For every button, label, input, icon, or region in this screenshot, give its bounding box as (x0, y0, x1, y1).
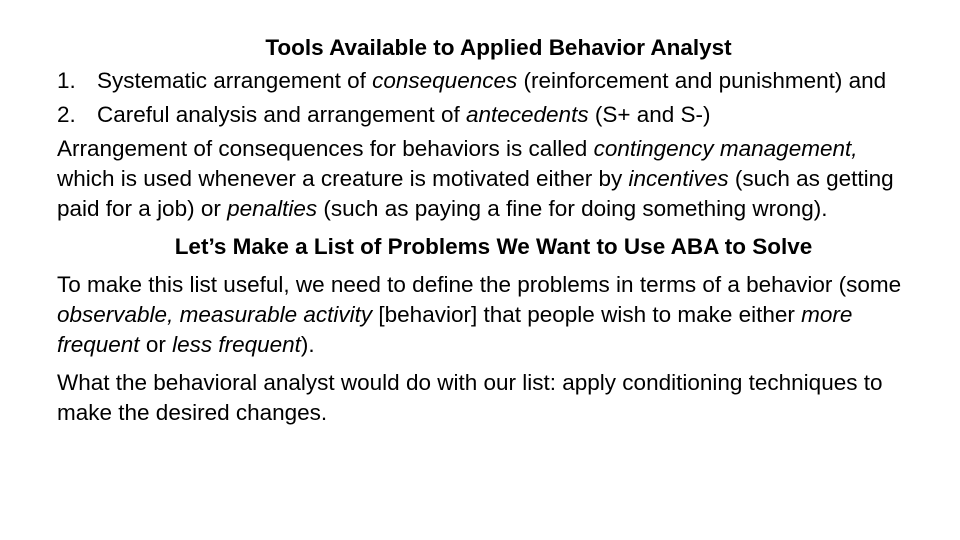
list-item (57, 66, 920, 96)
list-item-text-part: (S+ and S-) (588, 102, 711, 127)
emphasis-text: more frequent (57, 302, 853, 357)
emphasis-text: penalties (227, 196, 318, 221)
list-item (57, 100, 920, 130)
definition-paragraph (57, 270, 920, 360)
list-item-number: 1. (57, 68, 76, 93)
text-part: [behavior] that people wish to make either (372, 302, 802, 327)
text-part: To make this list useful, we need to define the problems in terms of a behavior (some (57, 272, 902, 297)
list-item-number: 2. (57, 102, 76, 127)
text-part: which is used whenever a creature is motivated either by (57, 166, 629, 191)
text-part: (such as getting paid for a job) or (57, 166, 894, 221)
list-item-text-part: Systematic arrangement of (97, 68, 373, 93)
list-item-emphasis: antecedents (465, 102, 589, 127)
emphasis-text: less frequent (172, 332, 301, 357)
text-part: (such as paying a fine for doing something wrong). (317, 196, 828, 221)
text-part: Arrangement of consequences for behaviors is called (57, 136, 594, 161)
section-subtitle: Let’s Make a List of Problems We Want to Use ABA to Solve (174, 234, 813, 259)
slide-title: Tools Available to Applied Behavior Analyst (265, 35, 732, 60)
list-item-text-part: (reinforcement and punishment) and (517, 68, 887, 93)
tools-list (57, 66, 920, 130)
list-item-emphasis: consequences (372, 68, 518, 93)
emphasis-text: incentives (628, 166, 729, 191)
text-part: or (139, 332, 173, 357)
list-item-text (97, 66, 920, 96)
emphasis-text: observable, measurable activity (57, 302, 373, 327)
emphasis-text: contingency management, (593, 136, 858, 161)
text-part: ). (300, 332, 315, 357)
list-item-text-part: Careful analysis and arrangement of (97, 102, 466, 127)
list-item-text (97, 100, 920, 130)
conclusion-paragraph: What the behavioral analyst would do with our list: apply conditioning techniques to make the desired changes. (57, 370, 883, 425)
contingency-paragraph (57, 134, 920, 224)
